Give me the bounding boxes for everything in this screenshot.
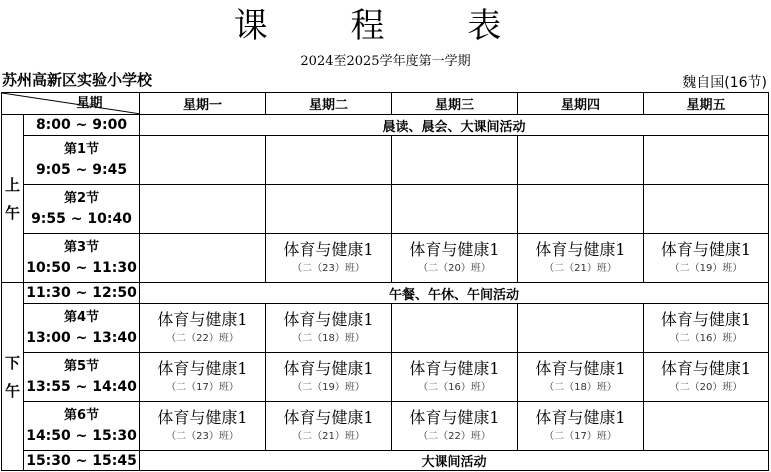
term-subtitle: 2024至2025学年度第一学期 bbox=[300, 54, 471, 69]
corner-label: 星期 bbox=[76, 96, 103, 111]
lesson-cell bbox=[140, 304, 266, 353]
page-title: 课 程 表 bbox=[233, 6, 538, 46]
period-row bbox=[2, 136, 769, 185]
course-name: 体育与健康1 bbox=[157, 359, 248, 378]
lesson-cell bbox=[518, 402, 644, 451]
lesson-cell bbox=[644, 234, 769, 283]
lesson-cell bbox=[140, 353, 266, 402]
morning-label-char: 上 bbox=[4, 175, 20, 194]
time-cell: 11:30 ~ 12:50 bbox=[24, 283, 140, 304]
lesson-cell bbox=[518, 353, 644, 402]
final-activity-row bbox=[2, 451, 769, 471]
class-label: （二（23）班） bbox=[292, 263, 365, 274]
course-name: 体育与健康1 bbox=[283, 310, 374, 329]
course-name: 体育与健康1 bbox=[535, 359, 626, 378]
period-name: 第2节 bbox=[63, 191, 100, 206]
lesson-cell bbox=[392, 234, 518, 283]
class-label: （二（22）班） bbox=[418, 431, 491, 442]
class-label: （二（21）班） bbox=[292, 431, 365, 442]
lesson-cell bbox=[392, 402, 518, 451]
weekday-header: 星期三 bbox=[392, 93, 518, 115]
school-name: 苏州高新区实验小学校 bbox=[2, 71, 153, 89]
period-name: 第3节 bbox=[63, 240, 100, 255]
period-name: 第4节 bbox=[63, 310, 100, 325]
period-time: 9:55 ~ 10:40 bbox=[31, 211, 132, 227]
class-label: （二（16）班） bbox=[418, 382, 491, 393]
time-cell: 8:00 ~ 9:00 bbox=[24, 115, 140, 136]
period-cell bbox=[24, 136, 140, 185]
course-name: 体育与健康1 bbox=[283, 240, 374, 259]
class-label: （二（19）班） bbox=[292, 382, 365, 393]
class-label: （二（17）班） bbox=[544, 431, 617, 442]
class-label: （二（18）班） bbox=[544, 382, 617, 393]
header-row bbox=[2, 93, 769, 115]
period-cell bbox=[24, 234, 140, 283]
period-time: 9:05 ~ 9:45 bbox=[35, 162, 128, 178]
class-label: （二（17）班） bbox=[166, 382, 239, 393]
afternoon-label-char: 午 bbox=[4, 381, 20, 400]
class-label: （二（20）班） bbox=[669, 382, 743, 393]
lesson-cell bbox=[518, 304, 644, 353]
period-time: 13:55 ~ 14:40 bbox=[26, 379, 137, 395]
class-label: （二（20）班） bbox=[418, 263, 491, 274]
course-name: 体育与健康1 bbox=[409, 240, 500, 259]
class-label: （二（22）班） bbox=[166, 333, 239, 344]
activity-cell: 大课间活动 bbox=[140, 451, 769, 471]
lesson-cell bbox=[266, 304, 392, 353]
lesson-cell bbox=[392, 353, 518, 402]
morning-label bbox=[2, 115, 24, 283]
period-time: 10:50 ~ 11:30 bbox=[26, 260, 137, 276]
lesson-cell bbox=[518, 136, 644, 185]
lesson-cell bbox=[266, 353, 392, 402]
period-row bbox=[2, 402, 769, 451]
class-label: （二（16）班） bbox=[669, 333, 743, 344]
period-time: 13:00 ~ 13:40 bbox=[26, 330, 137, 346]
lesson-cell bbox=[644, 402, 769, 451]
period-name: 第1节 bbox=[63, 142, 100, 157]
course-name: 体育与健康1 bbox=[660, 310, 752, 329]
course-name: 体育与健康1 bbox=[157, 408, 248, 427]
lesson-cell bbox=[644, 136, 769, 185]
course-name: 体育与健康1 bbox=[660, 359, 752, 378]
period-row bbox=[2, 353, 769, 402]
period-cell bbox=[24, 353, 140, 402]
period-name: 第5节 bbox=[63, 359, 100, 374]
lesson-cell bbox=[140, 136, 266, 185]
class-label: （二（18）班） bbox=[292, 333, 365, 344]
lesson-cell bbox=[392, 304, 518, 353]
afternoon-label-char: 下 bbox=[4, 353, 20, 372]
period-time: 14:50 ~ 15:30 bbox=[26, 428, 137, 444]
time-cell: 15:30 ~ 15:45 bbox=[24, 451, 140, 471]
period-row bbox=[2, 304, 769, 353]
class-label: （二（21）班） bbox=[544, 263, 617, 274]
lunch-row bbox=[2, 283, 769, 304]
lesson-cell bbox=[140, 234, 266, 283]
weekday-header: 星期一 bbox=[140, 93, 266, 115]
timetable bbox=[1, 92, 769, 471]
lesson-cell bbox=[392, 136, 518, 185]
course-name: 体育与健康1 bbox=[660, 240, 752, 259]
teacher-name: 魏自国(16节) bbox=[682, 75, 767, 91]
corner-cell bbox=[2, 93, 140, 115]
lesson-cell bbox=[266, 402, 392, 451]
lesson-cell bbox=[266, 136, 392, 185]
weekday-header: 星期五 bbox=[644, 93, 769, 115]
lesson-cell bbox=[266, 234, 392, 283]
weekday-header: 星期四 bbox=[518, 93, 644, 115]
lesson-cell bbox=[518, 185, 644, 234]
class-label: （二（23）班） bbox=[166, 431, 239, 442]
period-row bbox=[2, 185, 769, 234]
period-cell bbox=[24, 185, 140, 234]
period-name: 第6节 bbox=[63, 408, 100, 423]
lesson-cell bbox=[644, 304, 769, 353]
weekday-header: 星期二 bbox=[266, 93, 392, 115]
lesson-cell bbox=[266, 185, 392, 234]
afternoon-label bbox=[2, 283, 24, 471]
lesson-cell bbox=[644, 185, 769, 234]
course-name: 体育与健康1 bbox=[409, 359, 500, 378]
course-name: 体育与健康1 bbox=[535, 240, 626, 259]
lesson-cell bbox=[140, 185, 266, 234]
activity-cell: 午餐、午休、午间活动 bbox=[140, 283, 769, 304]
activity-cell: 晨读、晨会、大课间活动 bbox=[140, 115, 769, 136]
lesson-cell bbox=[392, 185, 518, 234]
lesson-cell bbox=[644, 353, 769, 402]
period-row bbox=[2, 234, 769, 283]
period-cell bbox=[24, 304, 140, 353]
course-name: 体育与健康1 bbox=[157, 310, 248, 329]
course-name: 体育与健康1 bbox=[535, 408, 626, 427]
course-name: 体育与健康1 bbox=[283, 359, 374, 378]
morning-label-char: 午 bbox=[4, 203, 20, 222]
lesson-cell bbox=[518, 234, 644, 283]
lesson-cell bbox=[140, 402, 266, 451]
class-label: （二（19）班） bbox=[669, 263, 743, 274]
course-name: 体育与健康1 bbox=[283, 408, 374, 427]
morning-activity-row bbox=[2, 115, 769, 136]
period-cell bbox=[24, 402, 140, 451]
course-name: 体育与健康1 bbox=[409, 408, 500, 427]
